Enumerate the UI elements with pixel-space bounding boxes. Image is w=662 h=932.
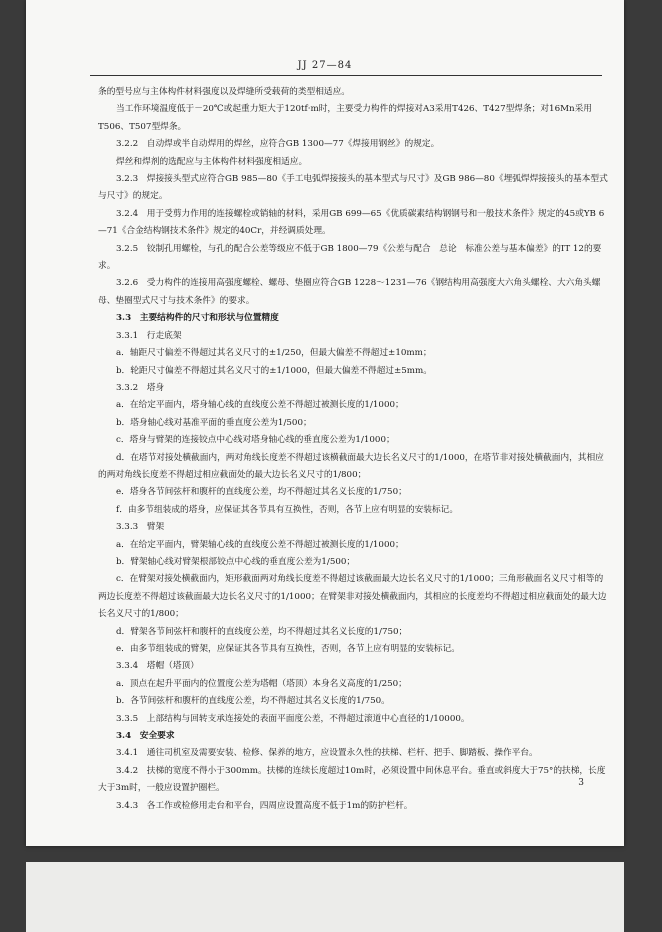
list-item: b．塔身轴心线对基准平面的垂直度公差为1/500； — [116, 417, 312, 428]
clause-3-2-3: 3.2.3 焊接接头型式应符合GB 985—80《手工电弧焊接接头的基本型式与尺寸》及GB 986—80《埋弧焊焊接接头的基本型式与尺寸》的规定。 — [98, 174, 608, 202]
page-header: JJ 27—84 — [297, 60, 353, 71]
list-item: e．塔身各节间弦杆和腹杆的直线度公差，均不得超过其名义长度的1/750； — [116, 487, 407, 498]
clause-3-4-3: 3.4.3 各工作或检修用走台和平台，四周应设置高度不低于1m的防护栏杆。 — [116, 800, 413, 811]
list-item: c．在臂架对接处横截面内，矩形截面两对角线长度差不得超过该截面最大边长名义尺寸的1/1000；三角形截面名义尺寸相等的两边长度差不得超过该截面最大边长名义尺寸的1/1000；在臂架非对接处横截面内，其相应的长度差均不得超过相应截面处的最大边长名义尺寸的1/800； — [98, 574, 607, 620]
subsection-heading: 3.3.2 塔身 — [116, 382, 165, 393]
paragraph: 条的型号应与主体构件材料强度以及焊缝所受载荷的类型相适应。 — [98, 87, 350, 97]
paragraph: 当工作环境温度低于－20℃或起重力矩大于120tf·m时，主要受力构件的焊接对A3采用T426、T427型焊条；对16Mn采用T506、T507型焊条。 — [98, 104, 592, 132]
list-item: e．由多节组装成的臂架，应保证其各节具有互换性，否则，各节上应有明显的安装标记。 — [116, 644, 460, 654]
document-page — [26, 0, 624, 846]
list-item: a．在给定平面内，塔身轴心线的直线度公差不得超过被测长度的1/1000； — [116, 400, 404, 411]
page-number: 3 — [578, 778, 584, 788]
subsection-heading: 3.3.3 臂架 — [116, 522, 165, 533]
list-item: b．轮距尺寸偏差不得超过其名义尺寸的±1/1000，但最大偏差不得超过±5mm。 — [116, 365, 432, 376]
document-body — [98, 84, 610, 815]
subsection-heading: 3.3.4 塔帽（塔顶） — [116, 661, 199, 672]
next-page-preview — [26, 862, 624, 932]
list-item: a．轴距尺寸偏差不得超过其名义尺寸的±1/250，但最大偏差不得超过±10mm； — [116, 348, 432, 359]
clause-3-4-1: 3.4.1 通往司机室及需要安装、检修、保养的地方，应设置永久性的扶梯、栏杆、把手、脚踏板、操作平台。 — [116, 748, 538, 759]
clause-3-4-2: 3.4.2 扶梯的宽度不得小于300mm。扶梯的连续长度超过10m时，必须设置中间休息平台。垂直或斜度大于75°的扶梯，长度大于3m时，一般应设置护圈栏。 — [98, 765, 606, 794]
clause-3-2-5: 3.2.5 铰制孔用螺栓，与孔的配合公差等级应不低于GB 1800—79《公差与配合 总论 标准公差与基本偏差》的IT 12的要求。 — [98, 243, 602, 272]
header-divider — [90, 75, 602, 76]
list-item: d．臂架各节间弦杆和腹杆的直线度公差，均不得超过其名义长度的1/750； — [116, 626, 408, 637]
clause-3-2-2: 3.2.2 自动焊或半自动焊用的焊丝，应符合GB 1300—77《焊接用钢丝》的规定。 — [116, 139, 440, 150]
clause-3-2-4: 3.2.4 用于受剪力作用的连接螺栓或销轴的材料，采用GB 699—65《优质碳素结构钢钢号和一般技术条件》规定的45或YB 6—71《合金结构钢技术条件》规定的40Cr，并经调质处理。 — [98, 208, 605, 237]
clause-3-2-6: 3.2.6 受力构件的连接用高强度螺栓、螺母、垫圈应符合GB 1228～1231—76《钢结构用高强度大六角头螺栓、大六角头螺母、垫圈型式尺寸与技术条件》的要求。 — [98, 278, 601, 306]
section-heading-3-4: 3.4 安全要求 — [116, 731, 175, 742]
list-item: b．臂架轴心线对臂架根部铰点中心线的垂直度公差为1/500； — [116, 556, 356, 567]
list-item: b．各节间弦杆和腹杆的直线度公差，均不得超过其名义长度的1/750。 — [116, 696, 390, 707]
paragraph: 焊丝和焊剂的选配应与主体构件材料强度相适应。 — [116, 156, 308, 167]
list-item: c．塔身与臂架的连接铰点中心线对塔身轴心线的垂直度公差为1/1000； — [116, 435, 395, 446]
list-item: f．由多节组装成的塔身，应保证其各节具有互换性，否则，各节上应有明显的安装标记。 — [116, 504, 459, 515]
clause-3-3-5: 3.3.5 上部结构与回转支承连接处的表面平面度公差，不得超过滚道中心直径的1/10000。 — [116, 713, 470, 724]
list-item: d．在塔节对接处横截面内，两对角线长度差不得超过该横截面最大边长名义尺寸的1/1000，在塔节非对接处横截面内，其相应的两对角线长度差不得超过相应截面处的最大边长名义尺寸的1/800； — [98, 452, 604, 480]
subsection-heading: 3.3.1 行走底架 — [116, 330, 182, 341]
section-heading-3-3: 3.3 主要结构件的尺寸和形状与位置精度 — [116, 313, 279, 324]
list-item: a．顶点在起升平面内的位置度公差为塔帽（塔顶）本身名义高度的1/250； — [116, 678, 407, 689]
list-item: a．在给定平面内，臂架轴心线的直线度公差不得超过被测长度的1/1000； — [116, 539, 404, 550]
